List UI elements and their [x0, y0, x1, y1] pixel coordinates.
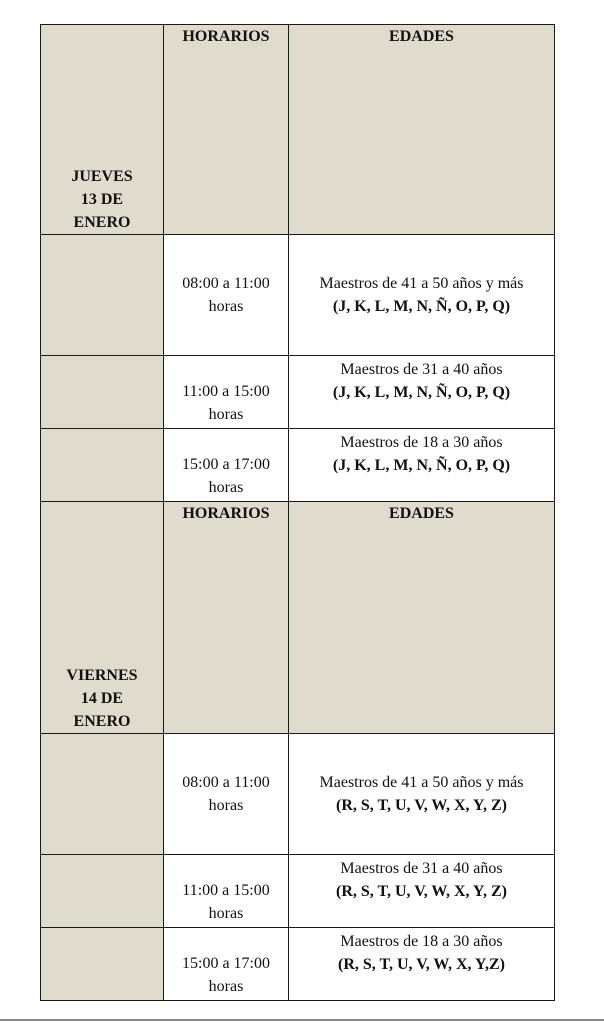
ages-cell: [289, 429, 555, 502]
time-cell: [164, 356, 289, 429]
day-label: [41, 502, 164, 734]
table-row: [41, 928, 555, 1001]
time-cell: [164, 928, 289, 1001]
letters-text: (J, K, L, M, N, Ñ, O, P, Q): [332, 298, 511, 315]
letters-text: (J, K, L, M, N, Ñ, O, P, Q): [332, 384, 511, 401]
bottom-divider: [0, 1019, 604, 1021]
table-row: [41, 235, 555, 356]
time-text: 08:00 a 11:00 horas: [182, 275, 270, 315]
blank-cell: [41, 734, 164, 855]
letters-text: (R, S, T, U, V, W, X, Y, Z): [335, 797, 508, 814]
time-cell: [164, 855, 289, 928]
ages-cell: [289, 928, 555, 1001]
letters-text: (R, S, T, U, V, W, X, Y, Z): [335, 883, 508, 900]
letters-text: (J, K, L, M, N, Ñ, O, P, Q): [332, 457, 511, 474]
day-label-text: VIERNES 14 DE ENERO: [66, 667, 138, 730]
edades-header: EDADES: [289, 502, 555, 734]
blank-cell: [41, 928, 164, 1001]
ages-text: Maestros de 31 a 40 años: [340, 361, 503, 378]
table-row: [41, 429, 555, 502]
time-text: 08:00 a 11:00 horas: [182, 774, 270, 814]
time-cell: [164, 734, 289, 855]
ages-text: Maestros de 41 a 50 años y más: [319, 774, 524, 791]
table-row: [41, 356, 555, 429]
day-label-text: JUEVES 13 DE ENERO: [71, 168, 133, 231]
time-text: 15:00 a 17:00 horas: [182, 456, 270, 496]
edades-header: EDADES: [289, 25, 555, 235]
horarios-header: HORARIOS: [164, 502, 289, 734]
ages-text: Maestros de 18 a 30 años: [340, 933, 503, 950]
time-cell: [164, 235, 289, 356]
time-text: 15:00 a 17:00 horas: [182, 955, 270, 995]
table-row: [41, 855, 555, 928]
blank-cell: [41, 855, 164, 928]
ages-text: Maestros de 31 a 40 años: [340, 860, 503, 877]
ages-cell: [289, 855, 555, 928]
blank-cell: [41, 356, 164, 429]
time-cell: [164, 429, 289, 502]
ages-text: Maestros de 18 a 30 años: [340, 434, 503, 451]
ages-cell: [289, 734, 555, 855]
horarios-header: HORARIOS: [164, 25, 289, 235]
table-row: [41, 734, 555, 855]
blank-cell: [41, 235, 164, 356]
time-text: 11:00 a 15:00 horas: [182, 383, 270, 423]
ages-cell: [289, 356, 555, 429]
ages-text: Maestros de 41 a 50 años y más: [319, 275, 524, 292]
letters-text: (R, S, T, U, V, W, X, Y,Z): [337, 956, 506, 973]
day-header-row: [41, 25, 555, 235]
day-label: [41, 25, 164, 235]
ages-cell: [289, 235, 555, 356]
day-header-row: [41, 502, 555, 734]
blank-cell: [41, 429, 164, 502]
time-text: 11:00 a 15:00 horas: [182, 882, 270, 922]
schedule-table: [40, 24, 555, 1001]
